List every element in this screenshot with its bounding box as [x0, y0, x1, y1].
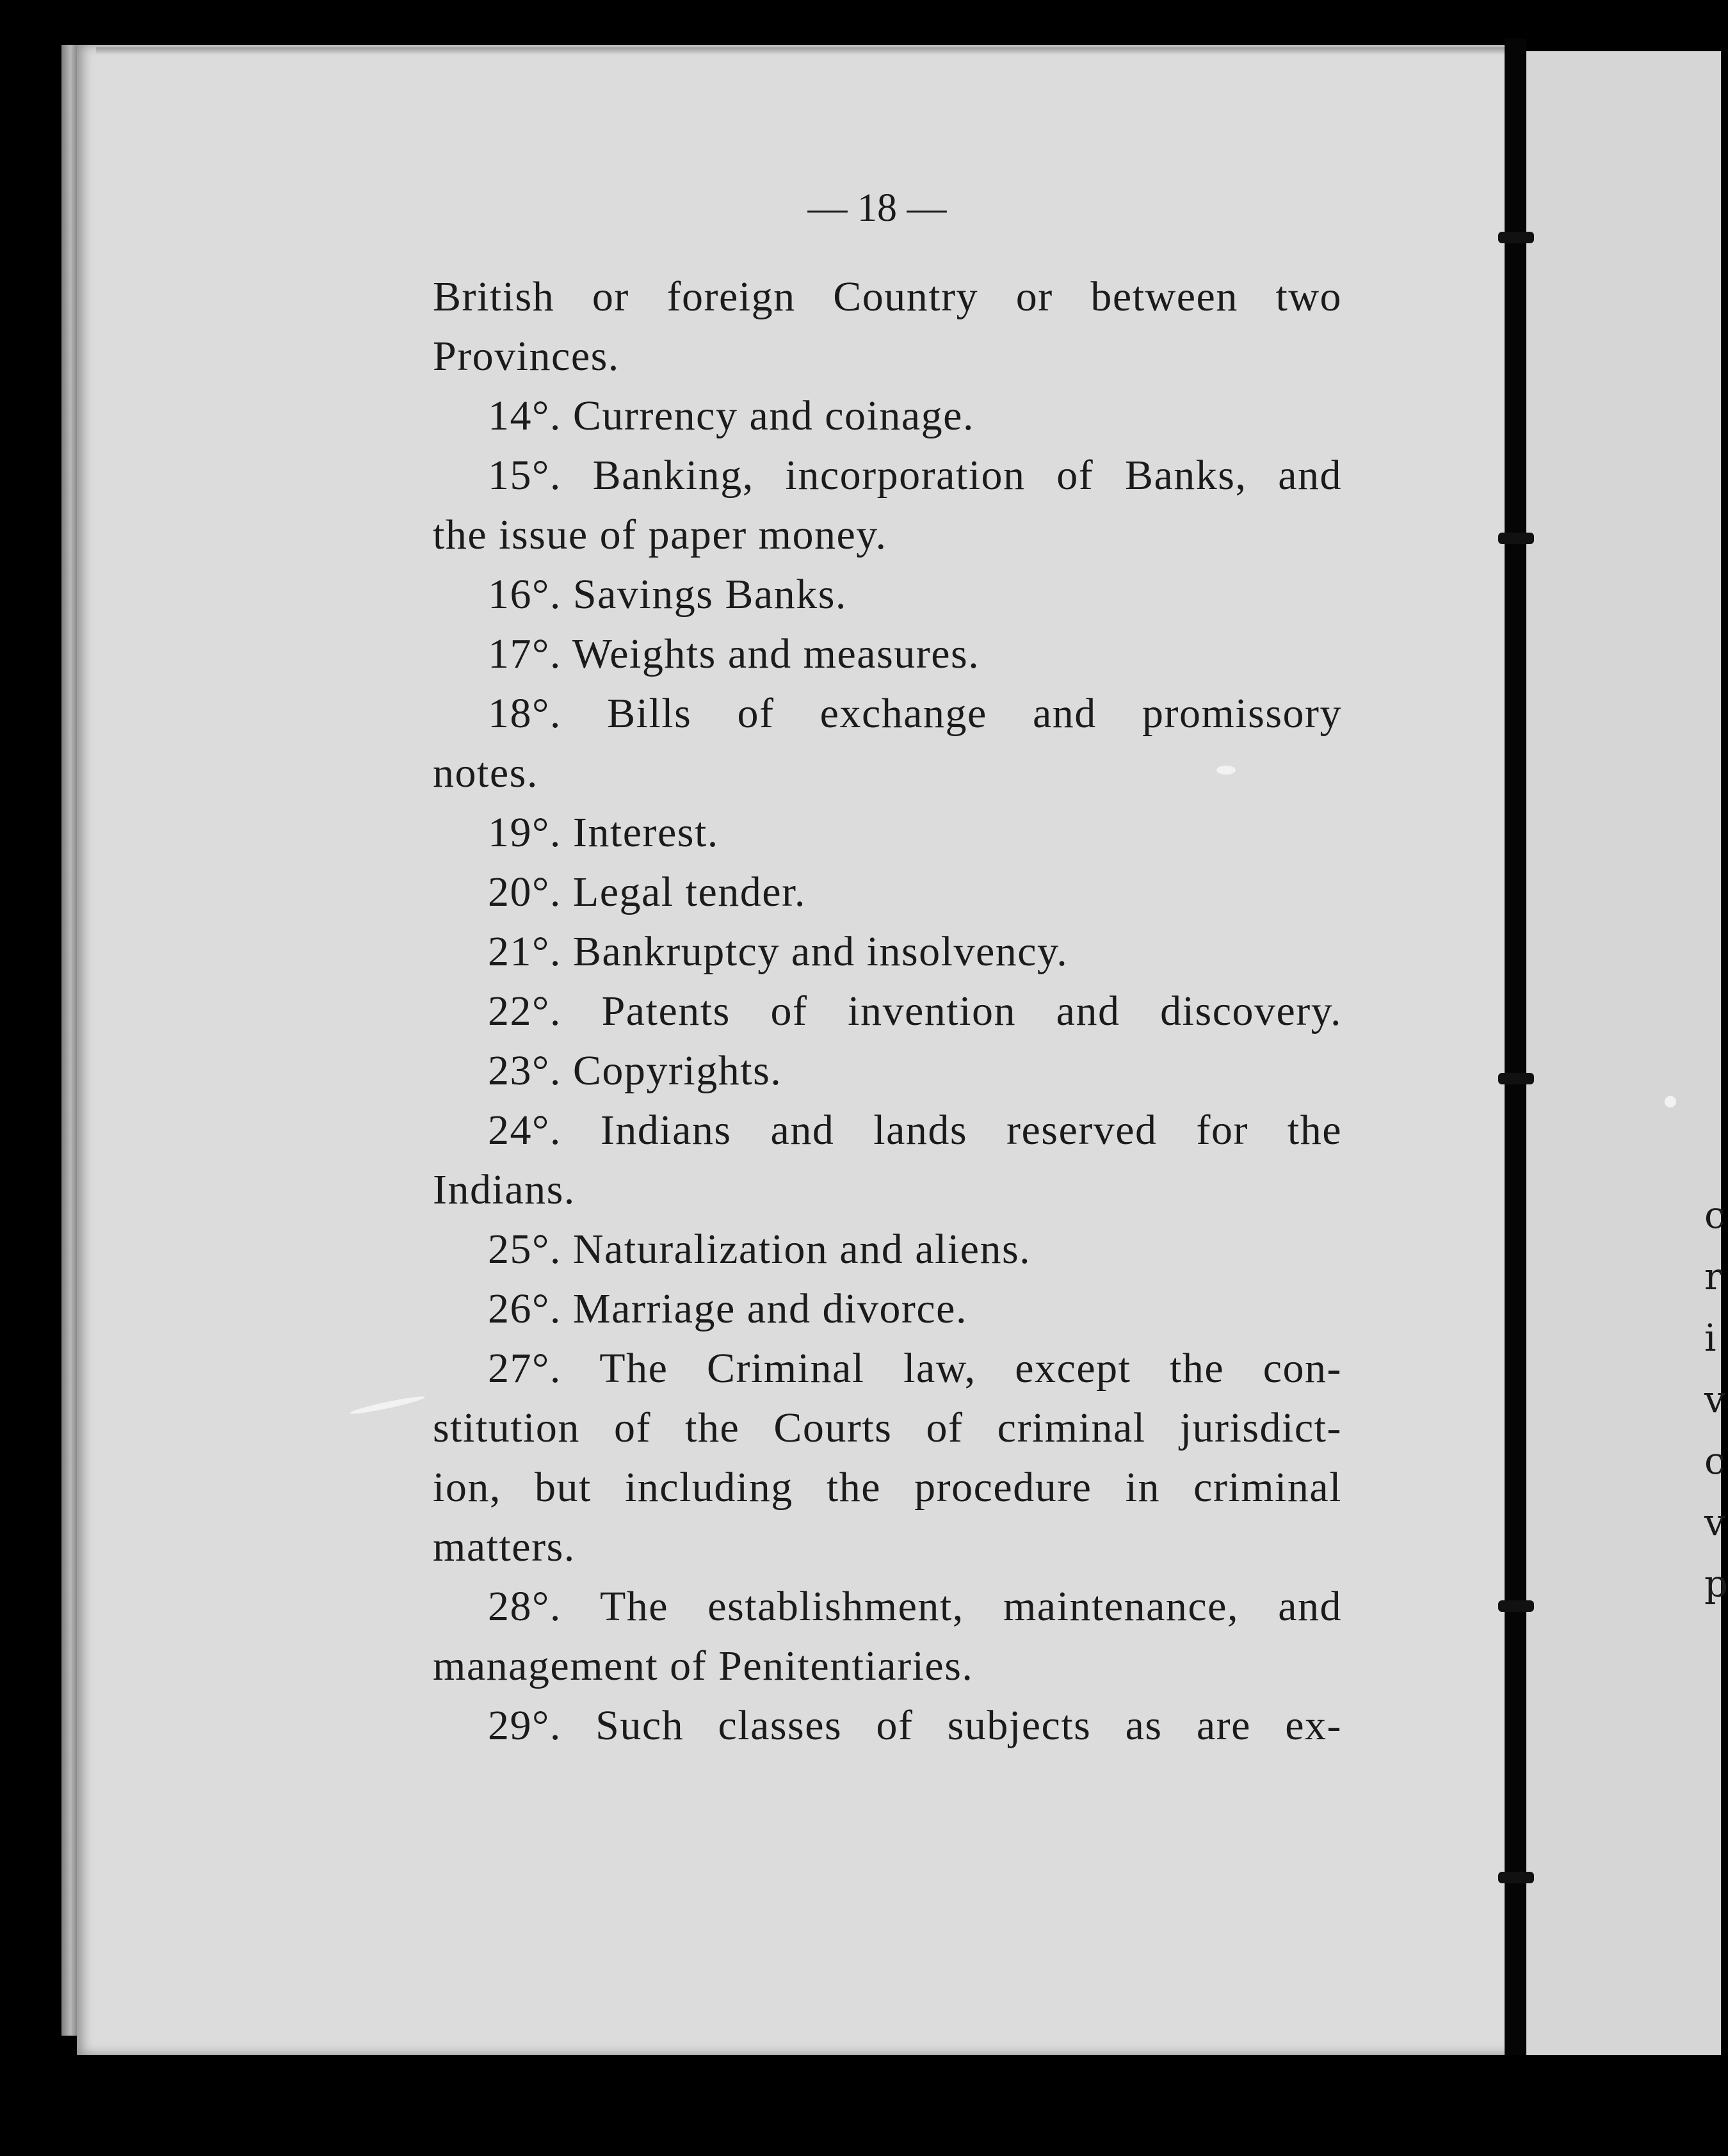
facing-fragment: c	[1704, 1193, 1725, 1237]
facing-page-text-fragments	[1704, 1184, 1728, 1614]
facing-fragment: c	[1704, 1439, 1725, 1483]
text-line: 28°. The establishment, maintenance, and	[488, 1583, 1342, 1630]
binding-gutter	[1505, 38, 1526, 2055]
facing-fragment: r	[1704, 1255, 1722, 1298]
text-line: 19°. Interest.	[488, 809, 719, 856]
text-line: 22°. Patents of invention and discovery.	[488, 988, 1342, 1034]
text-line: ion, but including the procedure in criminal	[433, 1464, 1342, 1511]
binding-stitch	[1498, 533, 1534, 544]
binding-stitch	[1498, 232, 1534, 243]
text-line: notes.	[433, 750, 538, 796]
text-line: 20°. Legal tender.	[488, 869, 806, 915]
page-number: — 18 —	[807, 186, 947, 230]
binding-stitch	[1498, 1600, 1534, 1612]
text-line: British or foreign Country or between two	[433, 273, 1342, 320]
page-top-edge	[96, 47, 1505, 54]
text-line: stitution of the Courts of criminal jurisdict-	[433, 1404, 1342, 1451]
text-line: 16°. Savings Banks.	[488, 571, 847, 618]
text-line: 17°. Weights and measures.	[488, 631, 980, 677]
text-line: 15°. Banking, incorporation of Banks, and	[488, 452, 1342, 499]
text-line: matters.	[433, 1524, 576, 1570]
text-line: Provinces.	[433, 333, 620, 380]
facing-fragment: v	[1704, 1500, 1725, 1544]
text-line: 21°. Bankruptcy and insolvency.	[488, 928, 1069, 975]
text-line: Indians.	[433, 1166, 576, 1213]
facing-fragment: p	[1704, 1562, 1728, 1605]
text-line: the issue of paper money.	[433, 511, 887, 558]
paper-speck	[1665, 1096, 1676, 1107]
facing-fragment: v	[1704, 1378, 1725, 1421]
text-line: 26°. Marriage and divorce.	[488, 1285, 967, 1332]
facing-page	[1524, 51, 1721, 2055]
text-line: 24°. Indians and lands reserved for the	[488, 1107, 1342, 1154]
binding-stitch	[1498, 1073, 1534, 1084]
facing-fragment: i	[1704, 1316, 1716, 1360]
text-line: 23°. Copyrights.	[488, 1047, 782, 1094]
paper-speck	[1216, 766, 1236, 775]
text-line: 27°. The Criminal law, except the con-	[488, 1345, 1342, 1392]
text-line: management of Penitentiaries.	[433, 1643, 974, 1689]
text-line: 18°. Bills of exchange and promissory	[488, 690, 1342, 737]
text-line: 29°. Such classes of subjects as are ex-	[488, 1702, 1342, 1749]
text-line: 14°. Currency and coinage.	[488, 392, 974, 439]
binding-stitch	[1498, 1872, 1534, 1883]
text-line: 25°. Naturalization and aliens.	[488, 1226, 1031, 1273]
